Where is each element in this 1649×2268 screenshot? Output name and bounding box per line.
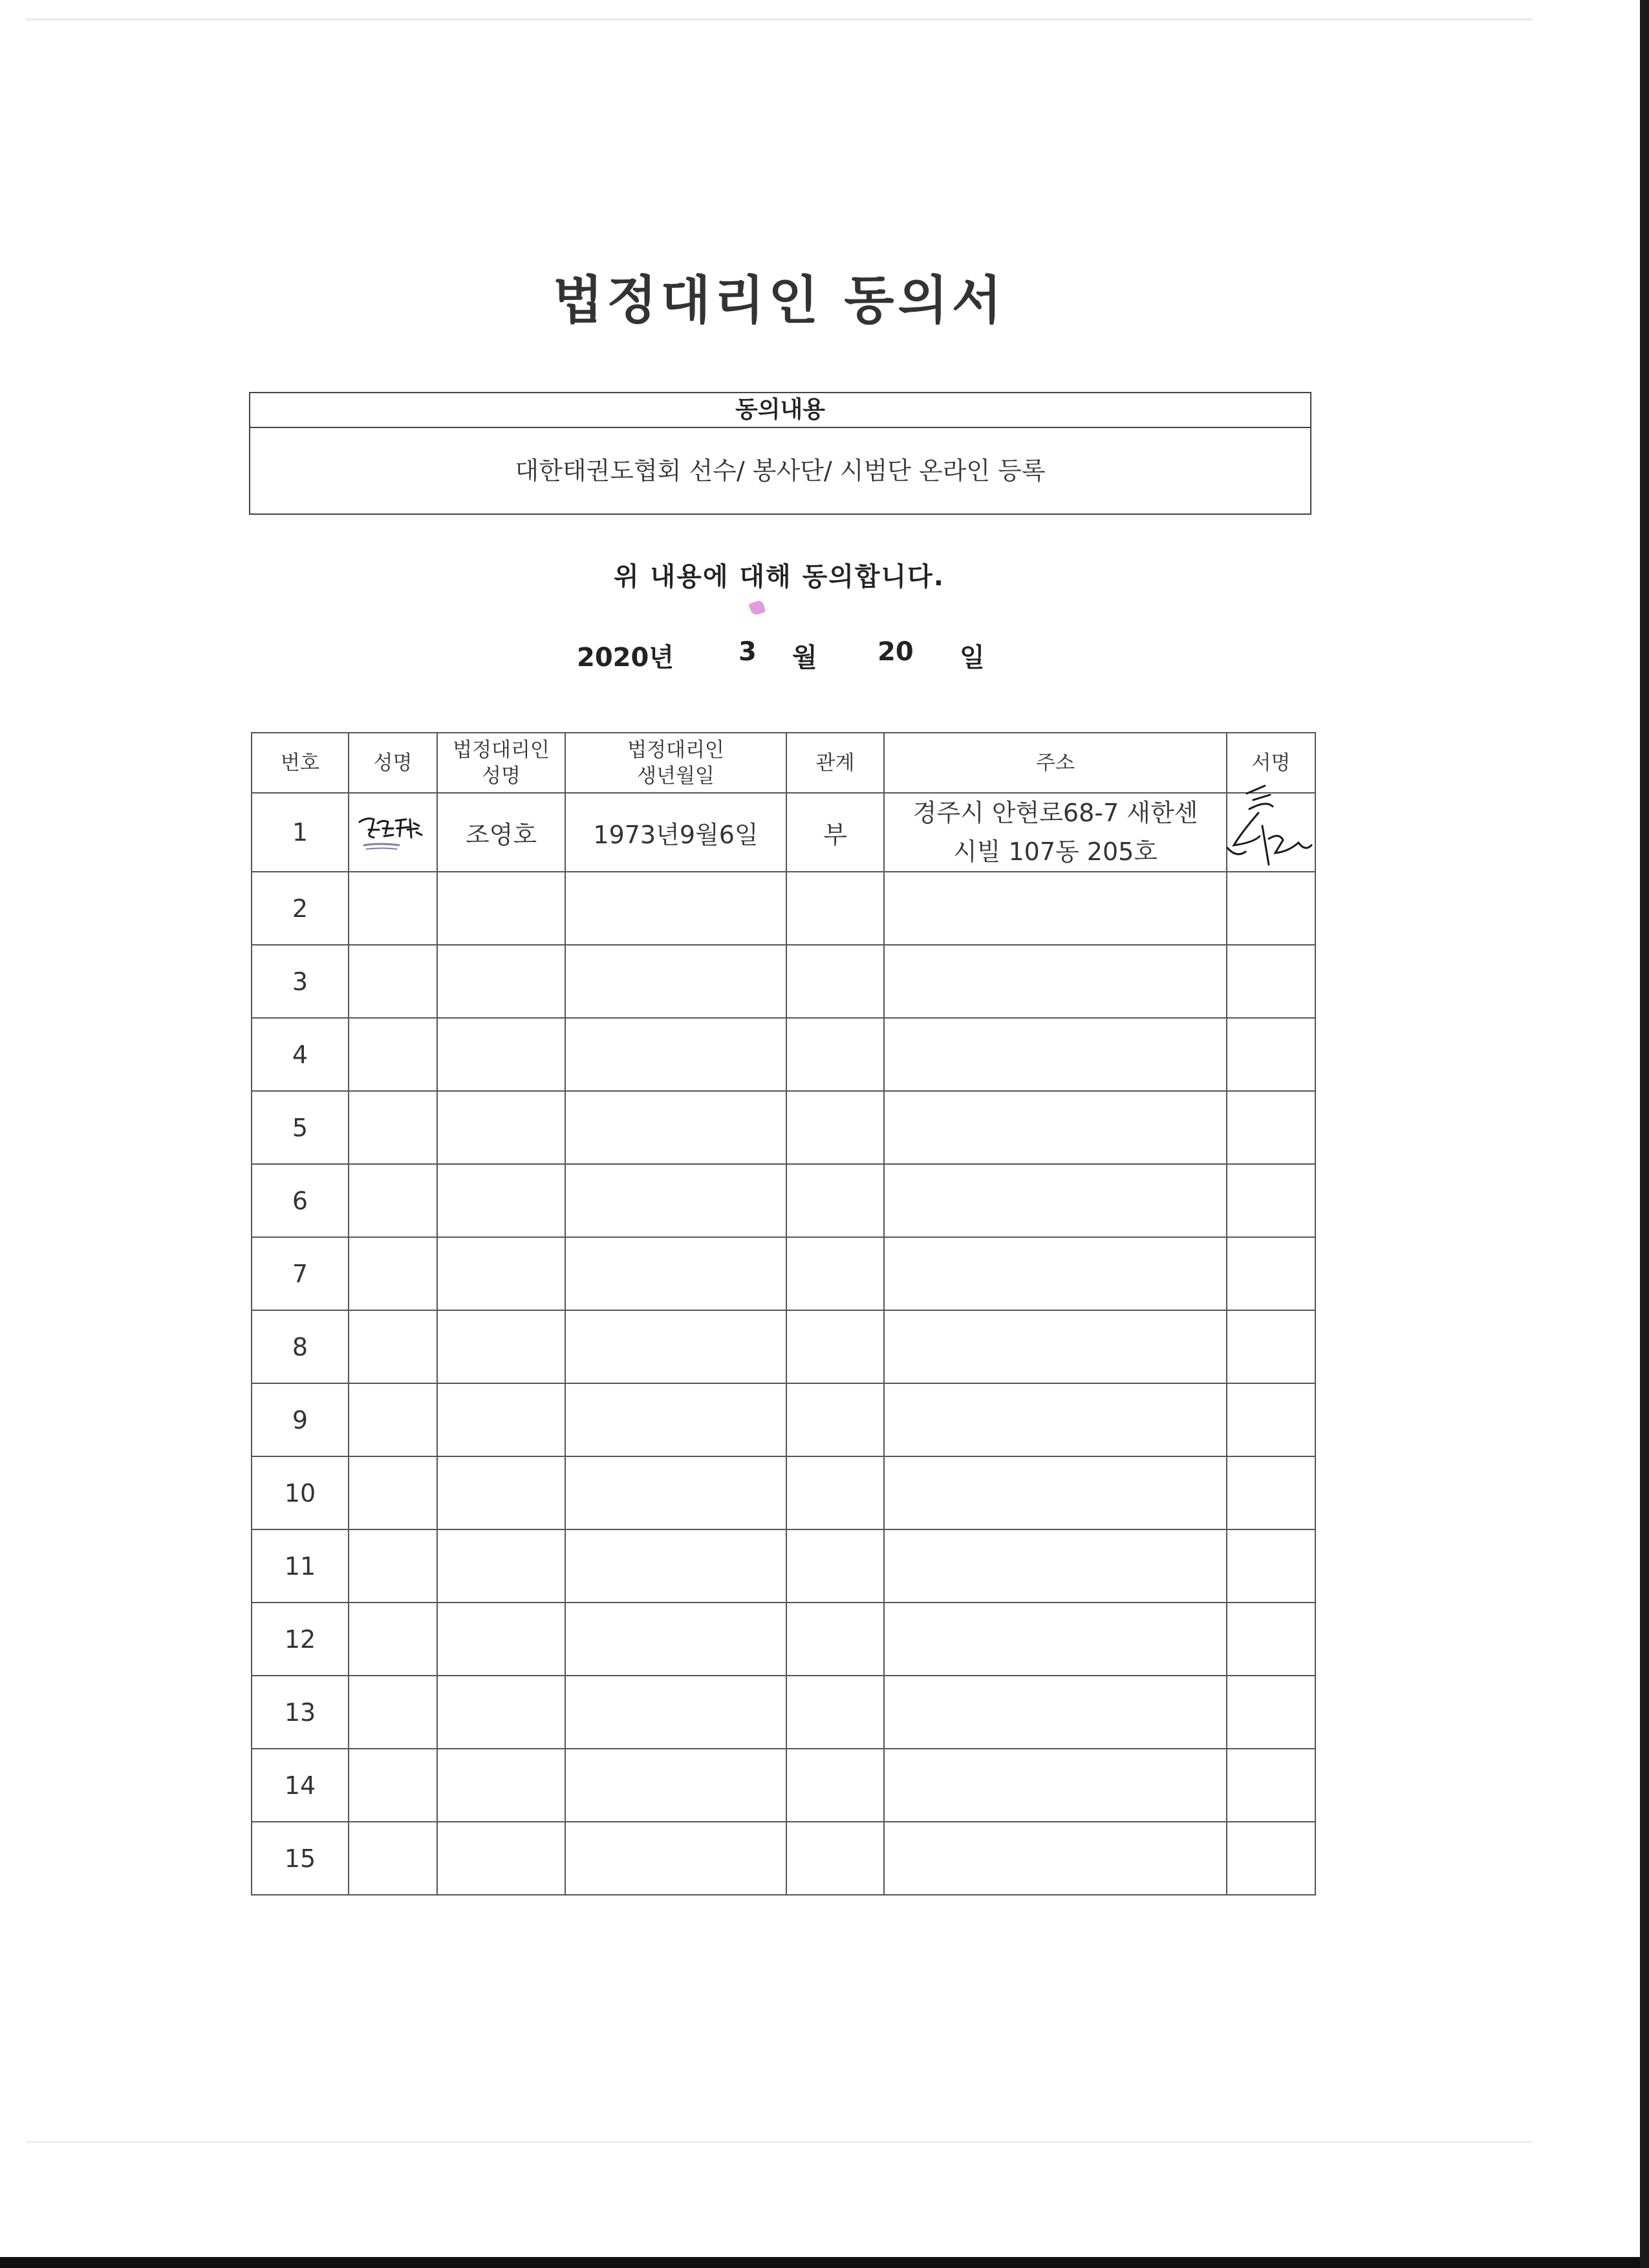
ink-mark xyxy=(748,599,766,616)
header-guardian-name-line1: 법정대리인 xyxy=(453,738,550,762)
row-number: 11 xyxy=(252,1529,349,1603)
table-row xyxy=(252,1676,1315,1749)
row-address xyxy=(884,1091,1227,1164)
row-relationship xyxy=(786,872,884,945)
row-guardian-name xyxy=(437,1456,565,1529)
date-year: 2020년 xyxy=(577,643,674,673)
date-month-value: 3 xyxy=(738,637,757,667)
row-signature xyxy=(1227,1603,1315,1676)
row-name xyxy=(349,1237,437,1310)
row-guardian-birth xyxy=(565,1383,786,1456)
header-guardian-birth-line2: 생년월일 xyxy=(637,764,715,788)
row-relationship xyxy=(786,1529,884,1603)
row-guardian-birth xyxy=(565,1603,786,1676)
row-signature xyxy=(1227,1310,1315,1383)
row-guardian-name xyxy=(437,1529,565,1603)
row-name xyxy=(349,1310,437,1383)
scan-edge xyxy=(1640,0,1649,2268)
row-relationship xyxy=(786,1749,884,1822)
row-guardian-name xyxy=(437,1676,565,1749)
row-relationship xyxy=(786,1603,884,1676)
consent-header: 동의내용 xyxy=(250,393,1310,428)
table-row xyxy=(252,1529,1315,1603)
row-guardian-birth xyxy=(565,1529,786,1603)
row-address xyxy=(884,1529,1227,1603)
table-row xyxy=(252,945,1315,1018)
row-guardian-name xyxy=(437,1822,565,1895)
row-guardian-birth xyxy=(565,1676,786,1749)
row-signature xyxy=(1227,1091,1315,1164)
table-row xyxy=(252,1091,1315,1164)
row-address xyxy=(884,1456,1227,1529)
date-day-label: 일 xyxy=(960,643,985,673)
row-guardian-name xyxy=(437,1164,565,1237)
row-name xyxy=(349,1749,437,1822)
row-signature xyxy=(1227,1237,1315,1310)
row-number: 13 xyxy=(252,1676,349,1749)
header-address: 주소 xyxy=(884,733,1227,793)
row-guardian-birth xyxy=(565,872,786,945)
row-number: 12 xyxy=(252,1603,349,1676)
row-signature xyxy=(1227,945,1315,1018)
table-row xyxy=(252,1164,1315,1237)
row-address xyxy=(884,945,1227,1018)
scan-artifact-line xyxy=(26,2141,1533,2143)
row-name xyxy=(349,1676,437,1749)
row-relationship xyxy=(786,1822,884,1895)
handwritten-name xyxy=(354,797,432,862)
handwritten-signature xyxy=(1208,781,1331,891)
header-relationship: 관계 xyxy=(786,733,884,793)
row-address-line1: 경주시 안현로68-7 새한센 xyxy=(912,799,1198,827)
row-relationship: 부 xyxy=(786,793,884,872)
header-guardian-name xyxy=(437,733,565,793)
row-signature xyxy=(1227,1822,1315,1895)
row-name xyxy=(349,1456,437,1529)
table-row xyxy=(252,1383,1315,1456)
header-guardian-name-line2: 성명 xyxy=(482,764,521,788)
row-number: 4 xyxy=(252,1018,349,1091)
row-guardian-name: 조영호 xyxy=(437,793,565,872)
row-name-handwritten xyxy=(349,793,437,872)
row-guardian-name xyxy=(437,1603,565,1676)
table-row xyxy=(252,793,1315,872)
row-address xyxy=(884,1164,1227,1237)
table-row xyxy=(252,872,1315,945)
row-signature xyxy=(1227,1456,1315,1529)
header-guardian-birth-line1: 법정대리인 xyxy=(627,738,724,762)
row-address xyxy=(884,872,1227,945)
row-guardian-birth: 1973년9월6일 xyxy=(565,793,786,872)
row-number: 10 xyxy=(252,1456,349,1529)
row-guardian-name xyxy=(437,1237,565,1310)
header-signature: 서명 xyxy=(1227,733,1315,793)
row-relationship xyxy=(786,1018,884,1091)
table-row xyxy=(252,1822,1315,1895)
row-address xyxy=(884,1822,1227,1895)
row-number: 3 xyxy=(252,945,349,1018)
row-number: 6 xyxy=(252,1164,349,1237)
row-name xyxy=(349,872,437,945)
date-month-label: 월 xyxy=(792,643,817,673)
header-name: 성명 xyxy=(349,733,437,793)
consent-content: 대한태권도협회 선수/ 봉사단/ 시범단 온라인 등록 xyxy=(515,457,1046,485)
row-relationship xyxy=(786,1676,884,1749)
row-address xyxy=(884,1676,1227,1749)
scan-artifact-line xyxy=(26,18,1533,21)
row-address xyxy=(884,1383,1227,1456)
row-relationship xyxy=(786,1164,884,1237)
guardian-table xyxy=(251,732,1316,1895)
row-guardian-name xyxy=(437,1091,565,1164)
row-name xyxy=(349,1603,437,1676)
row-relationship xyxy=(786,1237,884,1310)
table-row xyxy=(252,1237,1315,1310)
row-name xyxy=(349,945,437,1018)
row-guardian-birth xyxy=(565,1749,786,1822)
row-number: 14 xyxy=(252,1749,349,1822)
row-signature xyxy=(1227,1018,1315,1091)
date-day-value: 20 xyxy=(878,637,914,667)
row-guardian-birth xyxy=(565,1456,786,1529)
row-signature xyxy=(1227,1749,1315,1822)
table-header-row xyxy=(252,733,1315,793)
row-name xyxy=(349,1091,437,1164)
row-address xyxy=(884,1603,1227,1676)
row-signature xyxy=(1227,1383,1315,1456)
agreement-statement: 위 내용에 대해 동의합니다. xyxy=(613,562,945,592)
header-guardian-birth xyxy=(565,733,786,793)
row-number: 9 xyxy=(252,1383,349,1456)
row-signature xyxy=(1227,1529,1315,1603)
table-row xyxy=(252,1310,1315,1383)
row-guardian-birth xyxy=(565,1310,786,1383)
row-guardian-name xyxy=(437,1749,565,1822)
row-guardian-birth xyxy=(565,1091,786,1164)
row-number: 15 xyxy=(252,1822,349,1895)
row-number: 7 xyxy=(252,1237,349,1310)
row-address xyxy=(884,793,1227,872)
row-name xyxy=(349,1018,437,1091)
row-number: 5 xyxy=(252,1091,349,1164)
document-title: 법정대리인 동의서 xyxy=(552,270,1006,330)
row-address-line2: 시빌 107동 205호 xyxy=(953,837,1158,866)
row-name xyxy=(349,1164,437,1237)
consent-section xyxy=(249,392,1311,515)
row-relationship xyxy=(786,1091,884,1164)
row-guardian-name xyxy=(437,1018,565,1091)
row-signature xyxy=(1227,793,1315,872)
row-guardian-name xyxy=(437,945,565,1018)
row-address xyxy=(884,1237,1227,1310)
row-address xyxy=(884,1749,1227,1822)
row-guardian-name xyxy=(437,872,565,945)
row-relationship xyxy=(786,945,884,1018)
row-name xyxy=(349,1383,437,1456)
row-number: 2 xyxy=(252,872,349,945)
row-guardian-birth xyxy=(565,945,786,1018)
row-relationship xyxy=(786,1310,884,1383)
row-relationship xyxy=(786,1383,884,1456)
table-row xyxy=(252,1603,1315,1676)
scan-edge xyxy=(0,2257,1649,2268)
row-number: 1 xyxy=(252,793,349,872)
row-name xyxy=(349,1822,437,1895)
row-guardian-birth xyxy=(565,1164,786,1237)
row-guardian-birth xyxy=(565,1237,786,1310)
row-address xyxy=(884,1018,1227,1091)
table-row xyxy=(252,1749,1315,1822)
row-address xyxy=(884,1310,1227,1383)
row-signature xyxy=(1227,1676,1315,1749)
row-signature xyxy=(1227,1164,1315,1237)
row-guardian-birth xyxy=(565,1822,786,1895)
row-name xyxy=(349,1529,437,1603)
row-guardian-birth xyxy=(565,1018,786,1091)
row-number: 8 xyxy=(252,1310,349,1383)
row-guardian-name xyxy=(437,1383,565,1456)
row-relationship xyxy=(786,1456,884,1529)
header-number: 번호 xyxy=(252,733,349,793)
row-guardian-name xyxy=(437,1310,565,1383)
table-row xyxy=(252,1456,1315,1529)
table-row xyxy=(252,1018,1315,1091)
